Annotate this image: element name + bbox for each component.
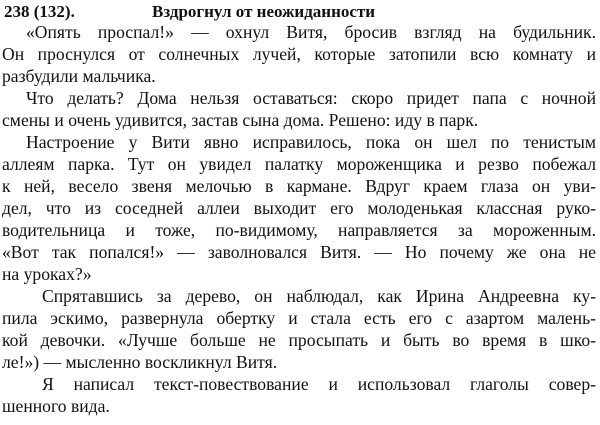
text-line: Спрятавшись за дерево, он наблюдал, как Ирина Андреевна ку- <box>42 286 596 306</box>
text-line: кой девочки. «Лучше больше не просыпать и быть во время в шко- <box>2 330 596 350</box>
text-line: «Вот так попался!» — заволновался Витя. — Но почему же она не <box>2 242 596 262</box>
text-line: Настроение у Вити явно исправилось, пока он шел по тенистым <box>26 132 596 152</box>
exercise-number: 238 (132). <box>4 2 75 21</box>
text-line: аллеям парка. Тут он увидел палатку мороженщика и резво побежал <box>2 154 596 174</box>
text-line: пила эскимо, развернула обертку и стала есть его с азартом малень- <box>2 308 596 328</box>
text-line: дел, что из соседней аллеи выходит его молоденькая классная руко- <box>2 198 596 218</box>
text-line: шенного вида. <box>2 396 110 416</box>
exercise-title: Вздрогнул от неожиданности <box>152 2 376 21</box>
text-line: разбудили мальчика. <box>2 66 156 86</box>
exercise-heading <box>2 2 596 21</box>
text-line: «Опять проспал!» — охнул Витя, бросив взгляд на будильник. <box>26 22 596 42</box>
text-line: смены и очень удивится, застав сына дома. Решено: иду в парк. <box>2 110 479 130</box>
text-line: ле!») — мысленно воскликнул Витя. <box>2 352 278 372</box>
text-line: на уроках?» <box>2 264 92 284</box>
text-line: Что делать? Дома нельзя оставаться: скоро придет папа с ночной <box>26 88 596 108</box>
text-line: Я написал текст-повествование и использовал глаголы совер- <box>42 374 596 394</box>
exercise-text <box>2 21 596 417</box>
text-line: к ней, весело звеня мелочью в кармане. Вдруг краем глаза он уви- <box>2 176 596 196</box>
text-line: водительница и тоже, по-видимому, направляется за мороженным. <box>2 220 596 240</box>
text-line: Он проснулся от солнечных лучей, которые затопили всю комнату и <box>2 44 596 64</box>
